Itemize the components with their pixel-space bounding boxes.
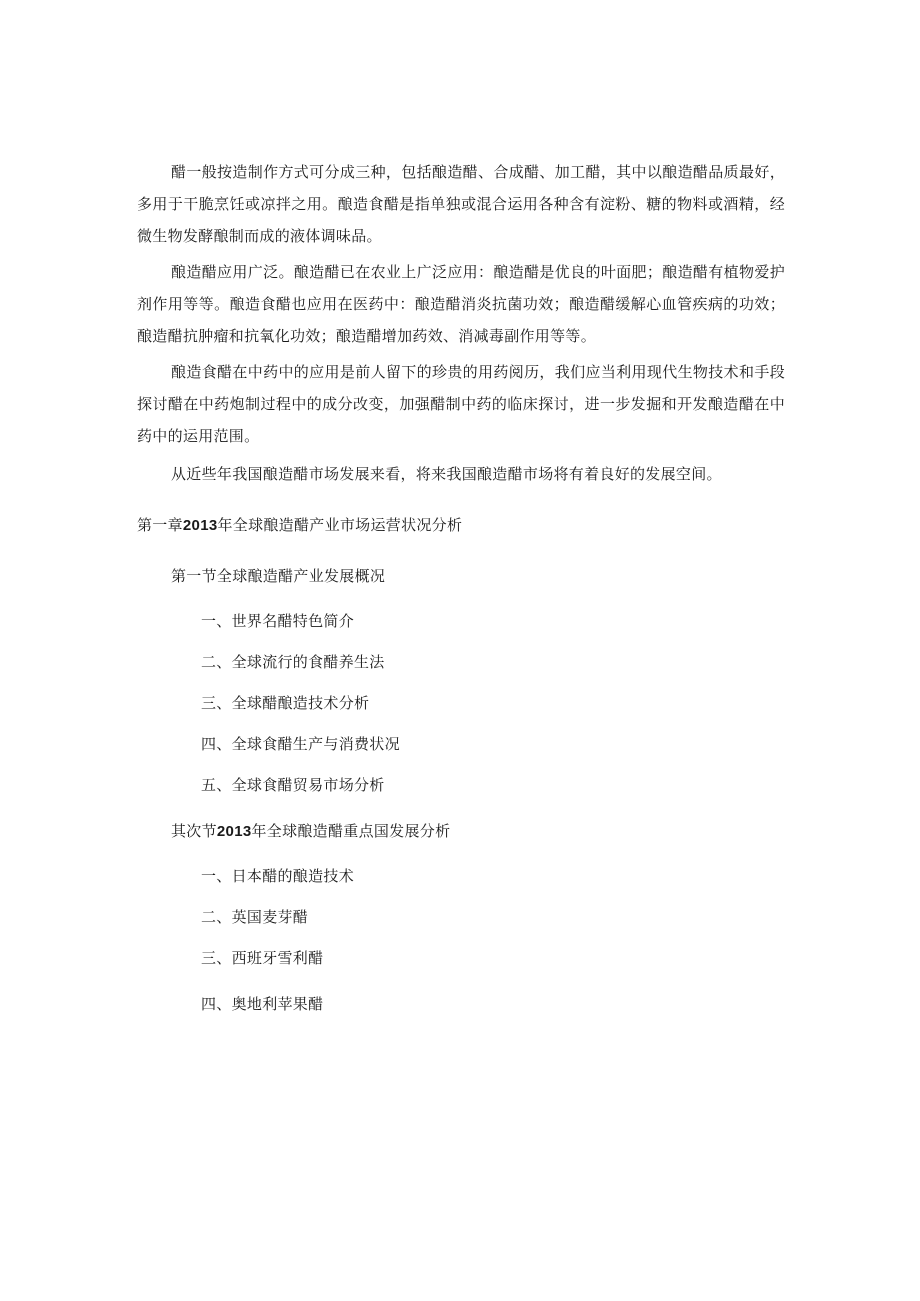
section-year: 2013: [216, 823, 252, 840]
chapter-heading: [137, 514, 462, 537]
toc-item: 三、西班牙雪利醋: [201, 949, 324, 967]
section-title: 年全球酿造醋重点国发展分析: [251, 822, 451, 840]
paragraph-market-outlook: 从近些年我国酿造醋市场发展来看，将来我国酿造醋市场将有着良好的发展空间。: [171, 465, 722, 483]
section-heading-2: [171, 820, 450, 843]
chapter-year: 2013: [182, 517, 218, 534]
toc-item: 四、奥地利苹果醋: [201, 995, 324, 1013]
toc-item: 一、日本醋的酿造技术: [201, 867, 355, 885]
section-prefix: 其次节: [171, 822, 217, 840]
section-heading-1: 第一节全球酿造醋产业发展概况: [171, 567, 386, 585]
paragraph-vinegar-applications: 酿造醋应用广泛。酿造醋已在农业上广泛应用：酿造醋是优良的叶面肥；酿造醋有植物爱护剂作用等等。酿造食醋也应用在医药中：酿造醋消炎抗菌功效；酿造醋缓解心血管疾病的功效；酿造醋抗肿瘤和抗氧化功效；酿造醋增加药效、消减毒副作用等等。: [137, 263, 785, 345]
chapter-prefix: 第一章: [137, 516, 183, 534]
toc-item: 三、全球醋酿造技术分析: [201, 694, 370, 712]
toc-item: 一、世界名醋特色简介: [201, 612, 355, 630]
paragraph-medicine-usage: 酿造食醋在中药中的应用是前人留下的珍贵的用药阅历，我们应当利用现代生物技术和手段探讨醋在中药炮制过程中的成分改变，加强醋制中药的临床探讨，进一步发掘和开发酿造醋在中药中的运用范围。: [137, 363, 785, 445]
chapter-title: 年全球酿造醋产业市场运营状况分析: [217, 516, 463, 534]
toc-item: 四、全球食醋生产与消费状况: [201, 735, 400, 753]
toc-item: 五、全球食醋贸易市场分析: [201, 776, 385, 794]
intro-paragraph-vinegar-types: 醋一般按造制作方式可分成三种，包括酿造醋、合成醋、加工醋，其中以酿造醋品质最好，多用于干脆烹饪或凉拌之用。酿造食醋是指单独或混合运用各种含有淀粉、糖的物料或酒精，经微生物发酵酿制而成的液体调味品。: [137, 163, 785, 245]
toc-item: 二、英国麦芽醋: [201, 908, 309, 926]
toc-item: 二、全球流行的食醋养生法: [201, 653, 385, 671]
